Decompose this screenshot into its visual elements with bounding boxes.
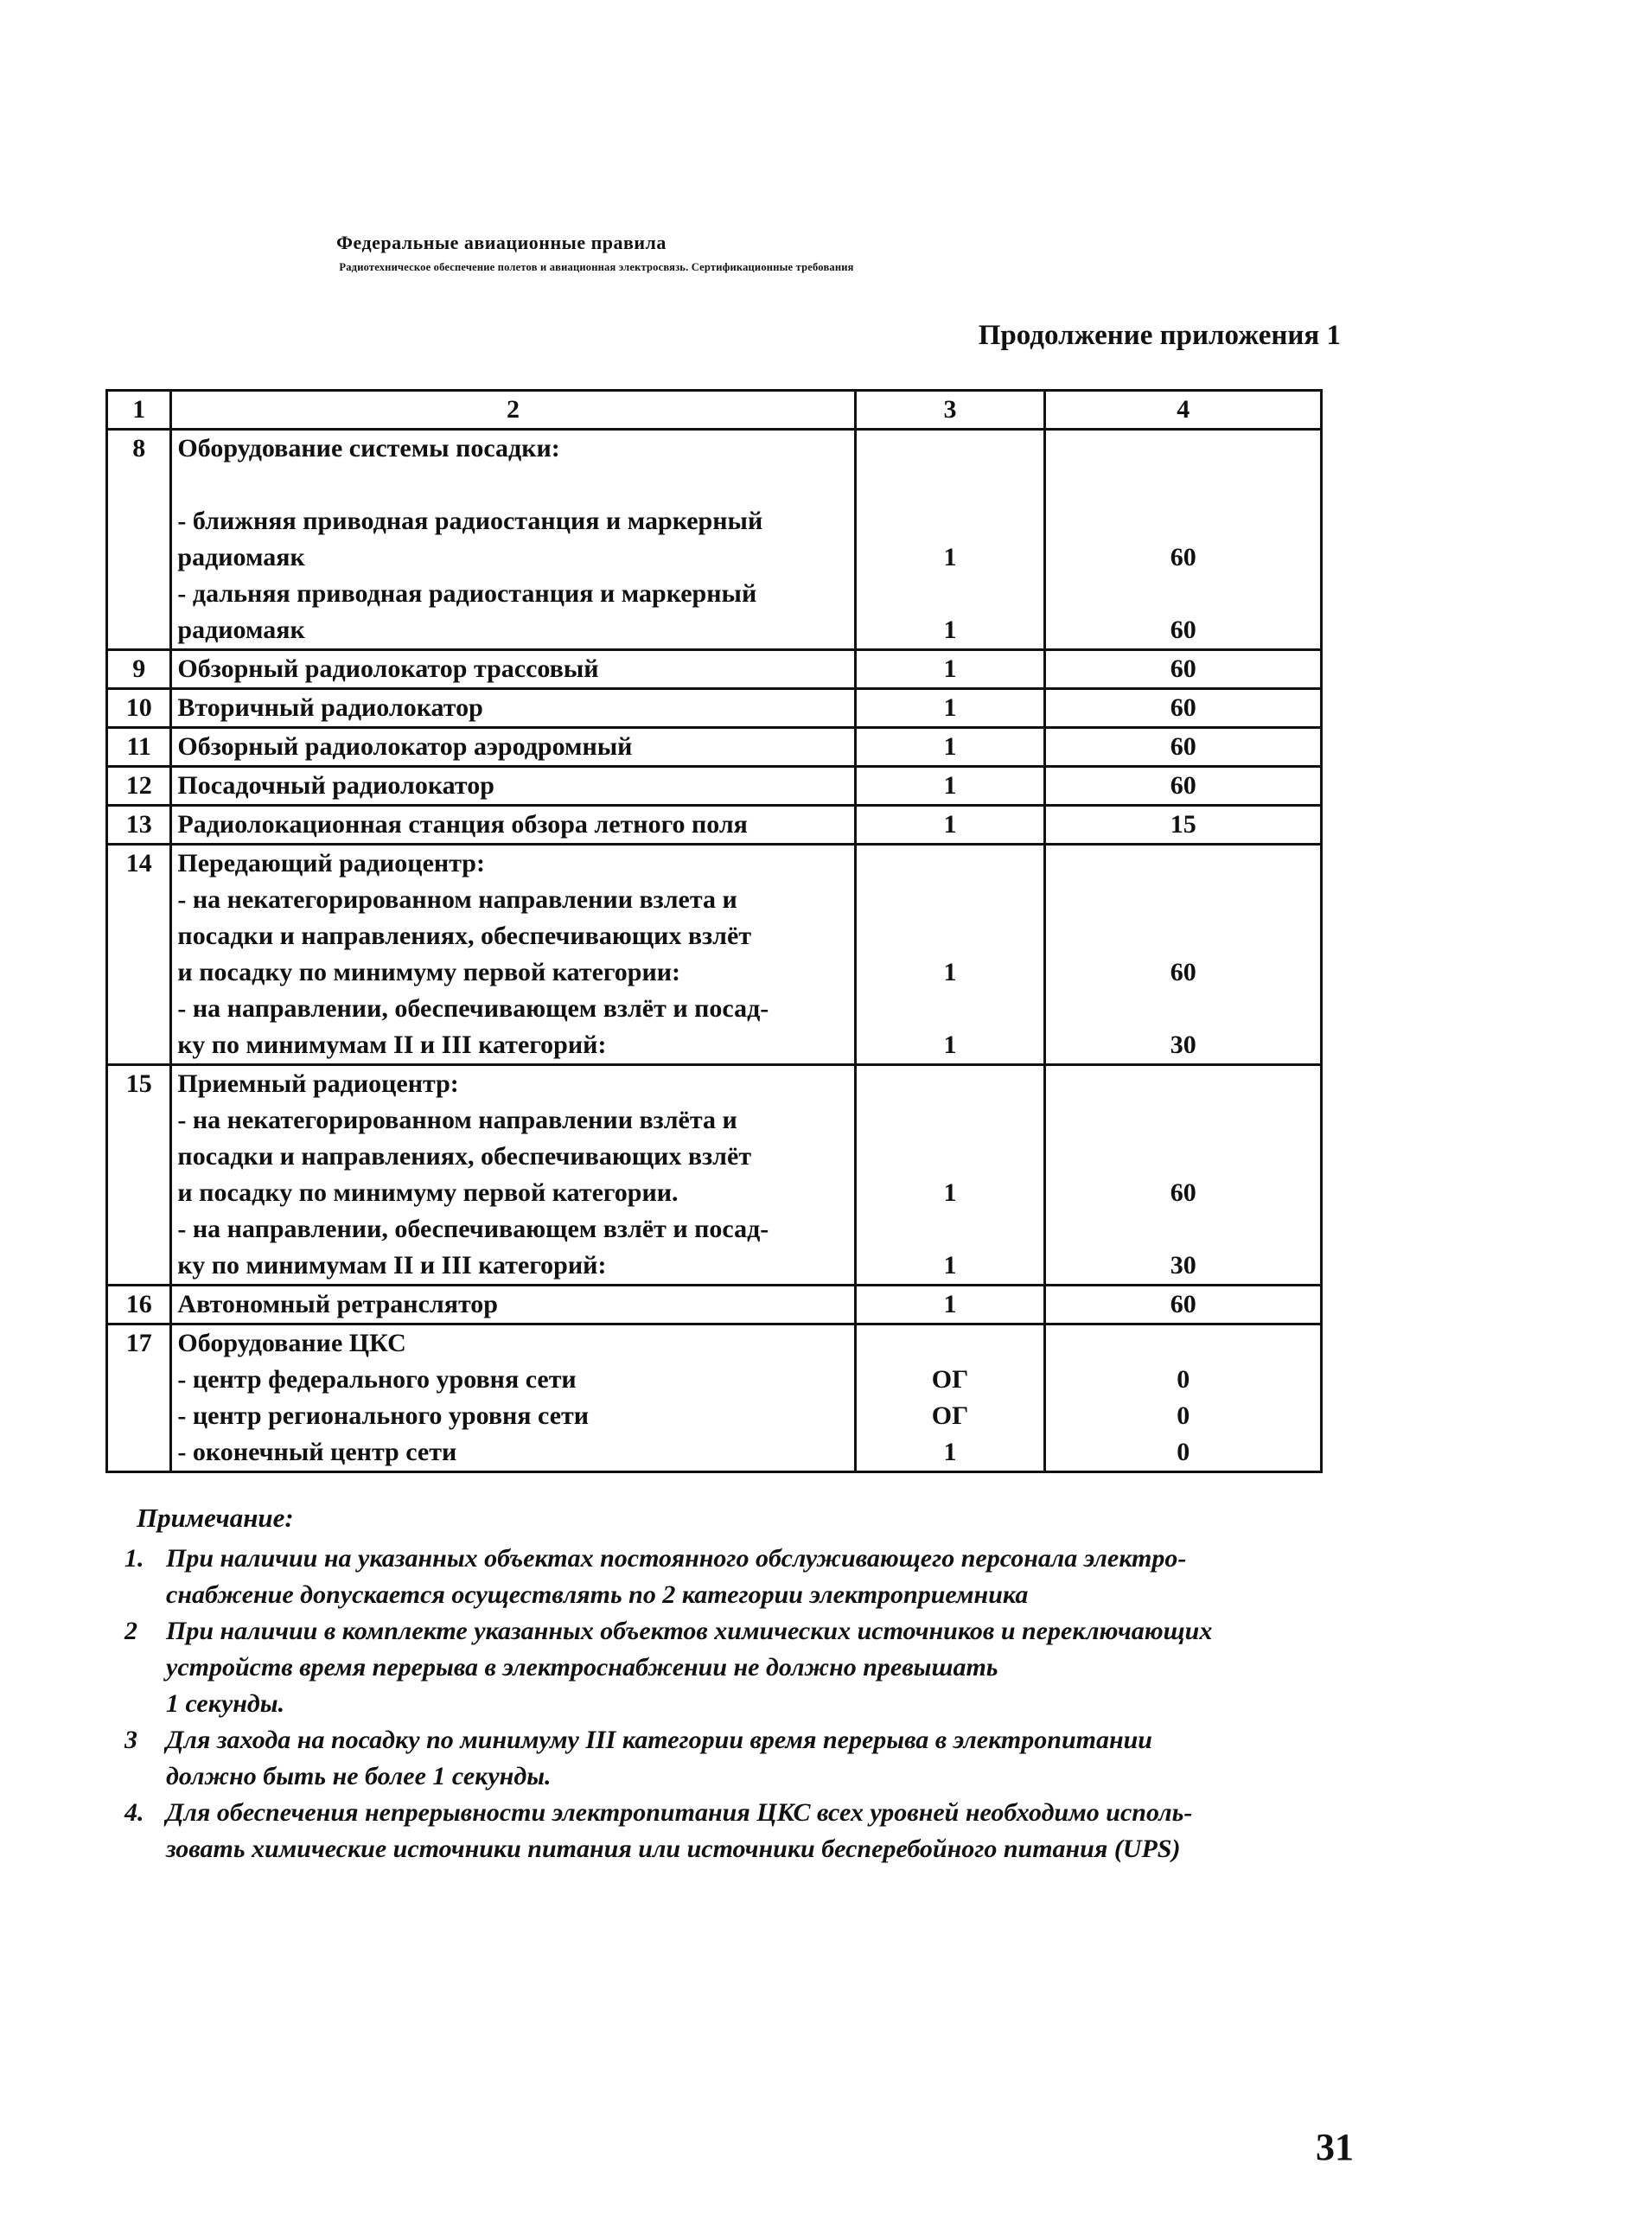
category-value (862, 991, 1039, 1027)
interruption-time-cell (1045, 845, 1322, 1065)
interruption-time-value (1051, 467, 1315, 503)
interruption-time-value (1051, 991, 1315, 1027)
equipment-name-line: Обзорный радиолокатор трассовый (177, 654, 599, 683)
category-value: 1 (943, 1290, 957, 1318)
equipment-name-line (177, 467, 848, 503)
interruption-time-value: 30 (1170, 1031, 1196, 1059)
interruption-time-cell (1045, 1324, 1322, 1472)
document-header-title: Федеральные авиационные правила (336, 232, 667, 253)
equipment-name-line: - на направлении, обеспечивающем взлёт и посад- (177, 994, 769, 1023)
category-value: 1 (943, 693, 957, 722)
equipment-table (105, 389, 1323, 1473)
category-value (862, 882, 1039, 918)
table-row (107, 1286, 1322, 1324)
note-number: 3 (124, 1726, 137, 1754)
category-value: 1 (943, 543, 957, 571)
equipment-name-line: Оборудование системы посадки: (177, 434, 560, 463)
equipment-name-cell (171, 689, 855, 728)
category-value (862, 1325, 1039, 1362)
header-cell-2: 2 (171, 391, 855, 430)
header-cell-1: 1 (107, 391, 171, 430)
category-value: 1 (943, 771, 957, 800)
equipment-name-cell (171, 650, 855, 689)
category-value: 1 (943, 1031, 957, 1059)
row-number-cell: 12 (107, 767, 171, 806)
interruption-time-value: 60 (1170, 1290, 1196, 1318)
interruption-time-value (1051, 1102, 1315, 1139)
interruption-time-cell (1045, 806, 1322, 845)
equipment-name-cell (171, 728, 855, 767)
note-text-line: 1 секунды. (166, 1689, 285, 1718)
category-value (862, 1139, 1039, 1175)
note-item (112, 1613, 1357, 1722)
category-value: 1 (943, 1438, 957, 1466)
interruption-time-value (1051, 576, 1315, 612)
note-number: 1. (124, 1544, 144, 1573)
table-row (107, 1065, 1322, 1286)
equipment-name-cell (171, 845, 855, 1065)
category-cell (855, 430, 1045, 650)
equipment-name-line: радиомаяк (177, 543, 305, 571)
document-header-subtitle: Радиотехническое обеспечение полетов и авиационная электросвязь. Сертификационные требования (339, 261, 854, 273)
row-number-cell: 10 (107, 689, 171, 728)
equipment-name-cell (171, 430, 855, 650)
interruption-time-value: 60 (1170, 958, 1196, 986)
page-number: 31 (1316, 2126, 1354, 2168)
equipment-name-line: Автономный ретранслятор (177, 1290, 498, 1318)
row-number-cell: 17 (107, 1324, 171, 1472)
category-value: 1 (943, 654, 957, 683)
category-value (862, 431, 1039, 467)
equipment-name-line: Передающий радиоцентр: (177, 849, 485, 878)
category-value: 1 (943, 1251, 957, 1280)
interruption-time-value: 15 (1170, 810, 1196, 839)
category-cell (855, 767, 1045, 806)
interruption-time-value (1051, 882, 1315, 918)
interruption-time-value (1051, 1066, 1315, 1102)
category-cell (855, 1286, 1045, 1324)
row-number-cell: 15 (107, 1065, 171, 1286)
interruption-time-cell (1045, 728, 1322, 767)
interruption-time-value: 60 (1170, 543, 1196, 571)
equipment-name-line: - ближняя приводная радиостанция и маркерный (177, 507, 763, 535)
note-text-line: Для захода на посадку по минимуму III категории время перерыва в электропитании (166, 1726, 1152, 1754)
interruption-time-cell (1045, 767, 1322, 806)
notes-title: Примечание: (137, 1503, 294, 1533)
equipment-name-cell (171, 1324, 855, 1472)
interruption-time-cell (1045, 430, 1322, 650)
note-item (112, 1795, 1357, 1867)
interruption-time-value: 60 (1170, 771, 1196, 800)
category-cell (855, 845, 1045, 1065)
category-value: ОГ (931, 1401, 969, 1430)
table-row (107, 650, 1322, 689)
interruption-time-value: 0 (1177, 1401, 1190, 1430)
appendix-continuation-label: Продолжение приложения 1 (978, 320, 1341, 351)
category-value (862, 1102, 1039, 1139)
equipment-name-line: Посадочный радиолокатор (177, 771, 494, 800)
category-value (862, 846, 1039, 882)
note-item (112, 1722, 1357, 1795)
category-value: 1 (943, 616, 957, 644)
note-number: 4. (124, 1798, 144, 1827)
interruption-time-value (1051, 1211, 1315, 1248)
equipment-name-line: - дальняя приводная радиостанция и маркерный (177, 579, 757, 608)
interruption-time-value (1051, 846, 1315, 882)
category-cell (855, 650, 1045, 689)
category-value (862, 1066, 1039, 1102)
interruption-time-cell (1045, 1065, 1322, 1286)
equipment-name-line: и посадку по минимуму первой категории: (177, 958, 681, 986)
note-number: 2 (124, 1617, 137, 1645)
equipment-name-line: Обзорный радиолокатор аэродромный (177, 732, 633, 761)
note-text-line: зовать химические источники питания или источники бесперебойного питания (UPS) (166, 1835, 1181, 1863)
table-header-row (107, 391, 1322, 430)
category-cell (855, 1324, 1045, 1472)
row-number-cell: 14 (107, 845, 171, 1065)
category-value: 1 (943, 1178, 957, 1207)
equipment-name-line: Оборудование ЦКС (177, 1329, 406, 1357)
interruption-time-value: 60 (1170, 654, 1196, 683)
category-value: 1 (943, 958, 957, 986)
note-text-line: При наличии на указанных объектах постоянного обслуживающего персонала электро- (166, 1544, 1187, 1573)
equipment-name-line: и посадку по минимуму первой категории. (177, 1178, 679, 1207)
table-row (107, 689, 1322, 728)
category-cell (855, 689, 1045, 728)
header-cell-4: 4 (1045, 391, 1322, 430)
category-value: 1 (943, 810, 957, 839)
note-text-line: При наличии в комплекте указанных объектов химических источников и переключающих (166, 1617, 1213, 1645)
category-value (862, 576, 1039, 612)
equipment-name-cell (171, 767, 855, 806)
header-cell-3: 3 (855, 391, 1045, 430)
table-row (107, 728, 1322, 767)
equipment-name-line: - оконечный центр сети (177, 1438, 457, 1466)
equipment-name-cell (171, 1286, 855, 1324)
equipment-name-line: - на некатегорированном направлении взлета и (177, 885, 737, 914)
interruption-time-value: 60 (1170, 616, 1196, 644)
interruption-time-value (1051, 503, 1315, 539)
row-number-cell: 16 (107, 1286, 171, 1324)
category-cell (855, 1065, 1045, 1286)
equipment-name-line: - на некатегорированном направлении взлёта и (177, 1106, 737, 1134)
interruption-time-value: 0 (1177, 1438, 1190, 1466)
note-text-line: должно быть не более 1 секунды. (166, 1762, 552, 1790)
equipment-name-line: Вторичный радиолокатор (177, 693, 483, 722)
category-cell (855, 806, 1045, 845)
category-value (862, 467, 1039, 503)
interruption-time-value: 0 (1177, 1365, 1190, 1394)
row-number-cell: 13 (107, 806, 171, 845)
table-row (107, 845, 1322, 1065)
note-text-line: устройств время перерыва в электроснабжении не должно превышать (166, 1653, 998, 1682)
row-number-cell: 9 (107, 650, 171, 689)
note-text-line: снабжение допускается осуществлять по 2 категории электроприемника (166, 1580, 1029, 1609)
table-row (107, 806, 1322, 845)
equipment-name-line: ку по минимумам II и III категорий: (177, 1251, 607, 1280)
table-row (107, 430, 1322, 650)
equipment-name-line: Приемный радиоцентр: (177, 1069, 459, 1098)
equipment-name-line: - центр регионального уровня сети (177, 1401, 590, 1430)
interruption-time-value (1051, 918, 1315, 954)
category-value: ОГ (931, 1365, 969, 1394)
interruption-time-value: 60 (1170, 693, 1196, 722)
row-number-cell: 11 (107, 728, 171, 767)
interruption-time-value (1051, 431, 1315, 467)
table-row (107, 1324, 1322, 1472)
interruption-time-cell (1045, 650, 1322, 689)
interruption-time-value (1051, 1139, 1315, 1175)
table-row (107, 767, 1322, 806)
equipment-name-line: Радиолокационная станция обзора летного поля (177, 810, 748, 839)
category-value (862, 1211, 1039, 1248)
category-value (862, 503, 1039, 539)
category-value (862, 918, 1039, 954)
note-text-line: Для обеспечения непрерывности электропитания ЦКС всех уровней необходимо исполь- (166, 1798, 1193, 1827)
equipment-name-cell (171, 806, 855, 845)
interruption-time-cell (1045, 1286, 1322, 1324)
notes-list (112, 1541, 1357, 1867)
interruption-time-cell (1045, 689, 1322, 728)
row-number-cell: 8 (107, 430, 171, 650)
equipment-name-line: ку по минимумам II и III категорий: (177, 1031, 607, 1059)
equipment-name-cell (171, 1065, 855, 1286)
equipment-name-line: посадки и направлениях, обеспечивающих взлёт (177, 1142, 752, 1171)
equipment-name-line: радиомаяк (177, 616, 305, 644)
category-value: 1 (943, 732, 957, 761)
interruption-time-value: 60 (1170, 732, 1196, 761)
interruption-time-value (1051, 1325, 1315, 1362)
note-item (112, 1541, 1357, 1613)
interruption-time-value: 30 (1170, 1251, 1196, 1280)
equipment-name-line: - центр федерального уровня сети (177, 1365, 577, 1394)
equipment-name-line: посадки и направлениях, обеспечивающих взлёт (177, 922, 752, 950)
category-cell (855, 728, 1045, 767)
equipment-name-line: - на направлении, обеспечивающем взлёт и посад- (177, 1215, 769, 1243)
interruption-time-value: 60 (1170, 1178, 1196, 1207)
